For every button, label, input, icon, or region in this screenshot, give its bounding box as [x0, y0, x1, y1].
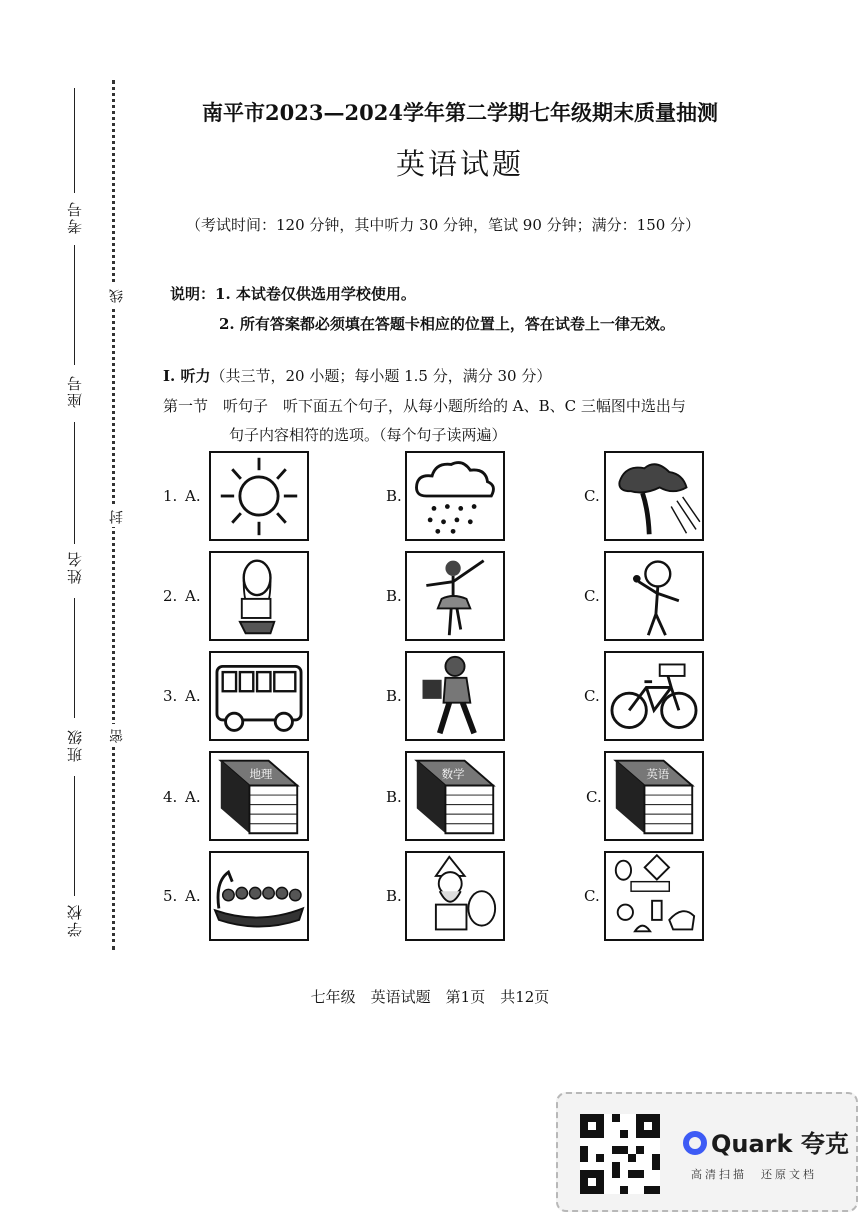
- quark-tagline: 高清扫描 还原文档: [691, 1168, 817, 1181]
- book-title: 数学: [441, 766, 465, 781]
- note-line-1: [170, 283, 416, 304]
- option-label: A.: [185, 687, 201, 705]
- bicycle-picture: [604, 651, 704, 741]
- class-label: 班级: [66, 728, 84, 762]
- option-label: A.: [185, 587, 201, 605]
- seat-number-label: 座号: [66, 374, 84, 408]
- question-number: 4.: [163, 788, 178, 806]
- spring-festival-picture: [604, 851, 704, 941]
- section-heading-detail: （共三节，20 小题；每小题 1.5 分，满分 30 分）: [210, 367, 552, 385]
- option-label: B.: [386, 487, 402, 505]
- seal-mark-line: 线: [107, 284, 127, 306]
- dragon-boat-picture: [209, 851, 309, 941]
- option-label: B.: [386, 587, 402, 605]
- page-footer: 七年级 英语试题 第1页 共12页: [310, 988, 550, 1006]
- exam-number-label: 考号: [66, 200, 84, 234]
- book-picture: [604, 751, 704, 841]
- paper-title: 南平市2023—2024学年第二学期七年级期末质量抽测: [202, 100, 718, 125]
- name-label: 姓名: [66, 550, 84, 584]
- note-item-1: 1. 本试卷仅供选用学校使用。: [215, 285, 416, 303]
- option-label: B.: [386, 687, 402, 705]
- question-number: 3.: [163, 687, 178, 705]
- binding-rule: [74, 776, 75, 896]
- option-label: B.: [386, 788, 402, 806]
- santa-claus-picture: [405, 851, 505, 941]
- question-number: 2.: [163, 587, 178, 605]
- rain-cloud-picture: [405, 451, 505, 541]
- option-label: C.: [586, 788, 602, 806]
- book-picture: [405, 751, 505, 841]
- binding-rule: [74, 422, 75, 544]
- section-heading-bold: I. 听力: [163, 367, 211, 385]
- binding-rule: [74, 245, 75, 365]
- question-number: 5.: [163, 887, 178, 905]
- seal-mark-secret: 密: [107, 724, 127, 746]
- girl-dancing-picture: [405, 551, 505, 641]
- exam-info: （考试时间：120 分钟，其中听力 30 分钟，笔试 90 分钟；满分：150 分）: [186, 216, 701, 234]
- quark-brand-text: Quark 夸克: [711, 1130, 849, 1158]
- part-instructions-1: 第一节 听句子 听下面五个句子，从每小题所给的 A、B、C 三幅图中选出与: [163, 397, 686, 415]
- option-label: A.: [185, 487, 201, 505]
- option-label: B.: [386, 887, 402, 905]
- question-number: 1.: [163, 487, 178, 505]
- book-picture: [209, 751, 309, 841]
- quark-watermark: [556, 1092, 858, 1212]
- option-label: A.: [185, 887, 201, 905]
- boy-walking-picture: [405, 651, 505, 741]
- option-label: A.: [185, 788, 201, 806]
- qr-code-icon: [580, 1114, 660, 1194]
- note-label: 说明：: [170, 285, 216, 303]
- book-title: 英语: [646, 766, 670, 781]
- book-title: 地理: [249, 766, 273, 781]
- section-heading: [163, 365, 551, 386]
- option-label: C.: [584, 487, 600, 505]
- quark-brand: [683, 1124, 849, 1159]
- binding-rule: [74, 598, 75, 718]
- girl-reading-picture: [209, 551, 309, 641]
- seal-mark-seal: 封: [107, 505, 127, 527]
- boy-singing-picture: [604, 551, 704, 641]
- bus-picture: [209, 651, 309, 741]
- sun-picture: [209, 451, 309, 541]
- option-label: C.: [584, 587, 600, 605]
- option-label: C.: [584, 887, 600, 905]
- windy-tree-picture: [604, 451, 704, 541]
- quark-logo-icon: [683, 1131, 707, 1155]
- option-label: C.: [584, 687, 600, 705]
- paper-subtitle: 英语试题: [395, 147, 524, 181]
- part-instructions-2: 句子内容相符的选项。（每个句子读两遍）: [229, 426, 507, 444]
- note-item-2: 2. 所有答案都必须填在答题卡相应的位置上，答在试卷上一律无效。: [219, 315, 675, 333]
- school-label: 学校: [66, 903, 84, 937]
